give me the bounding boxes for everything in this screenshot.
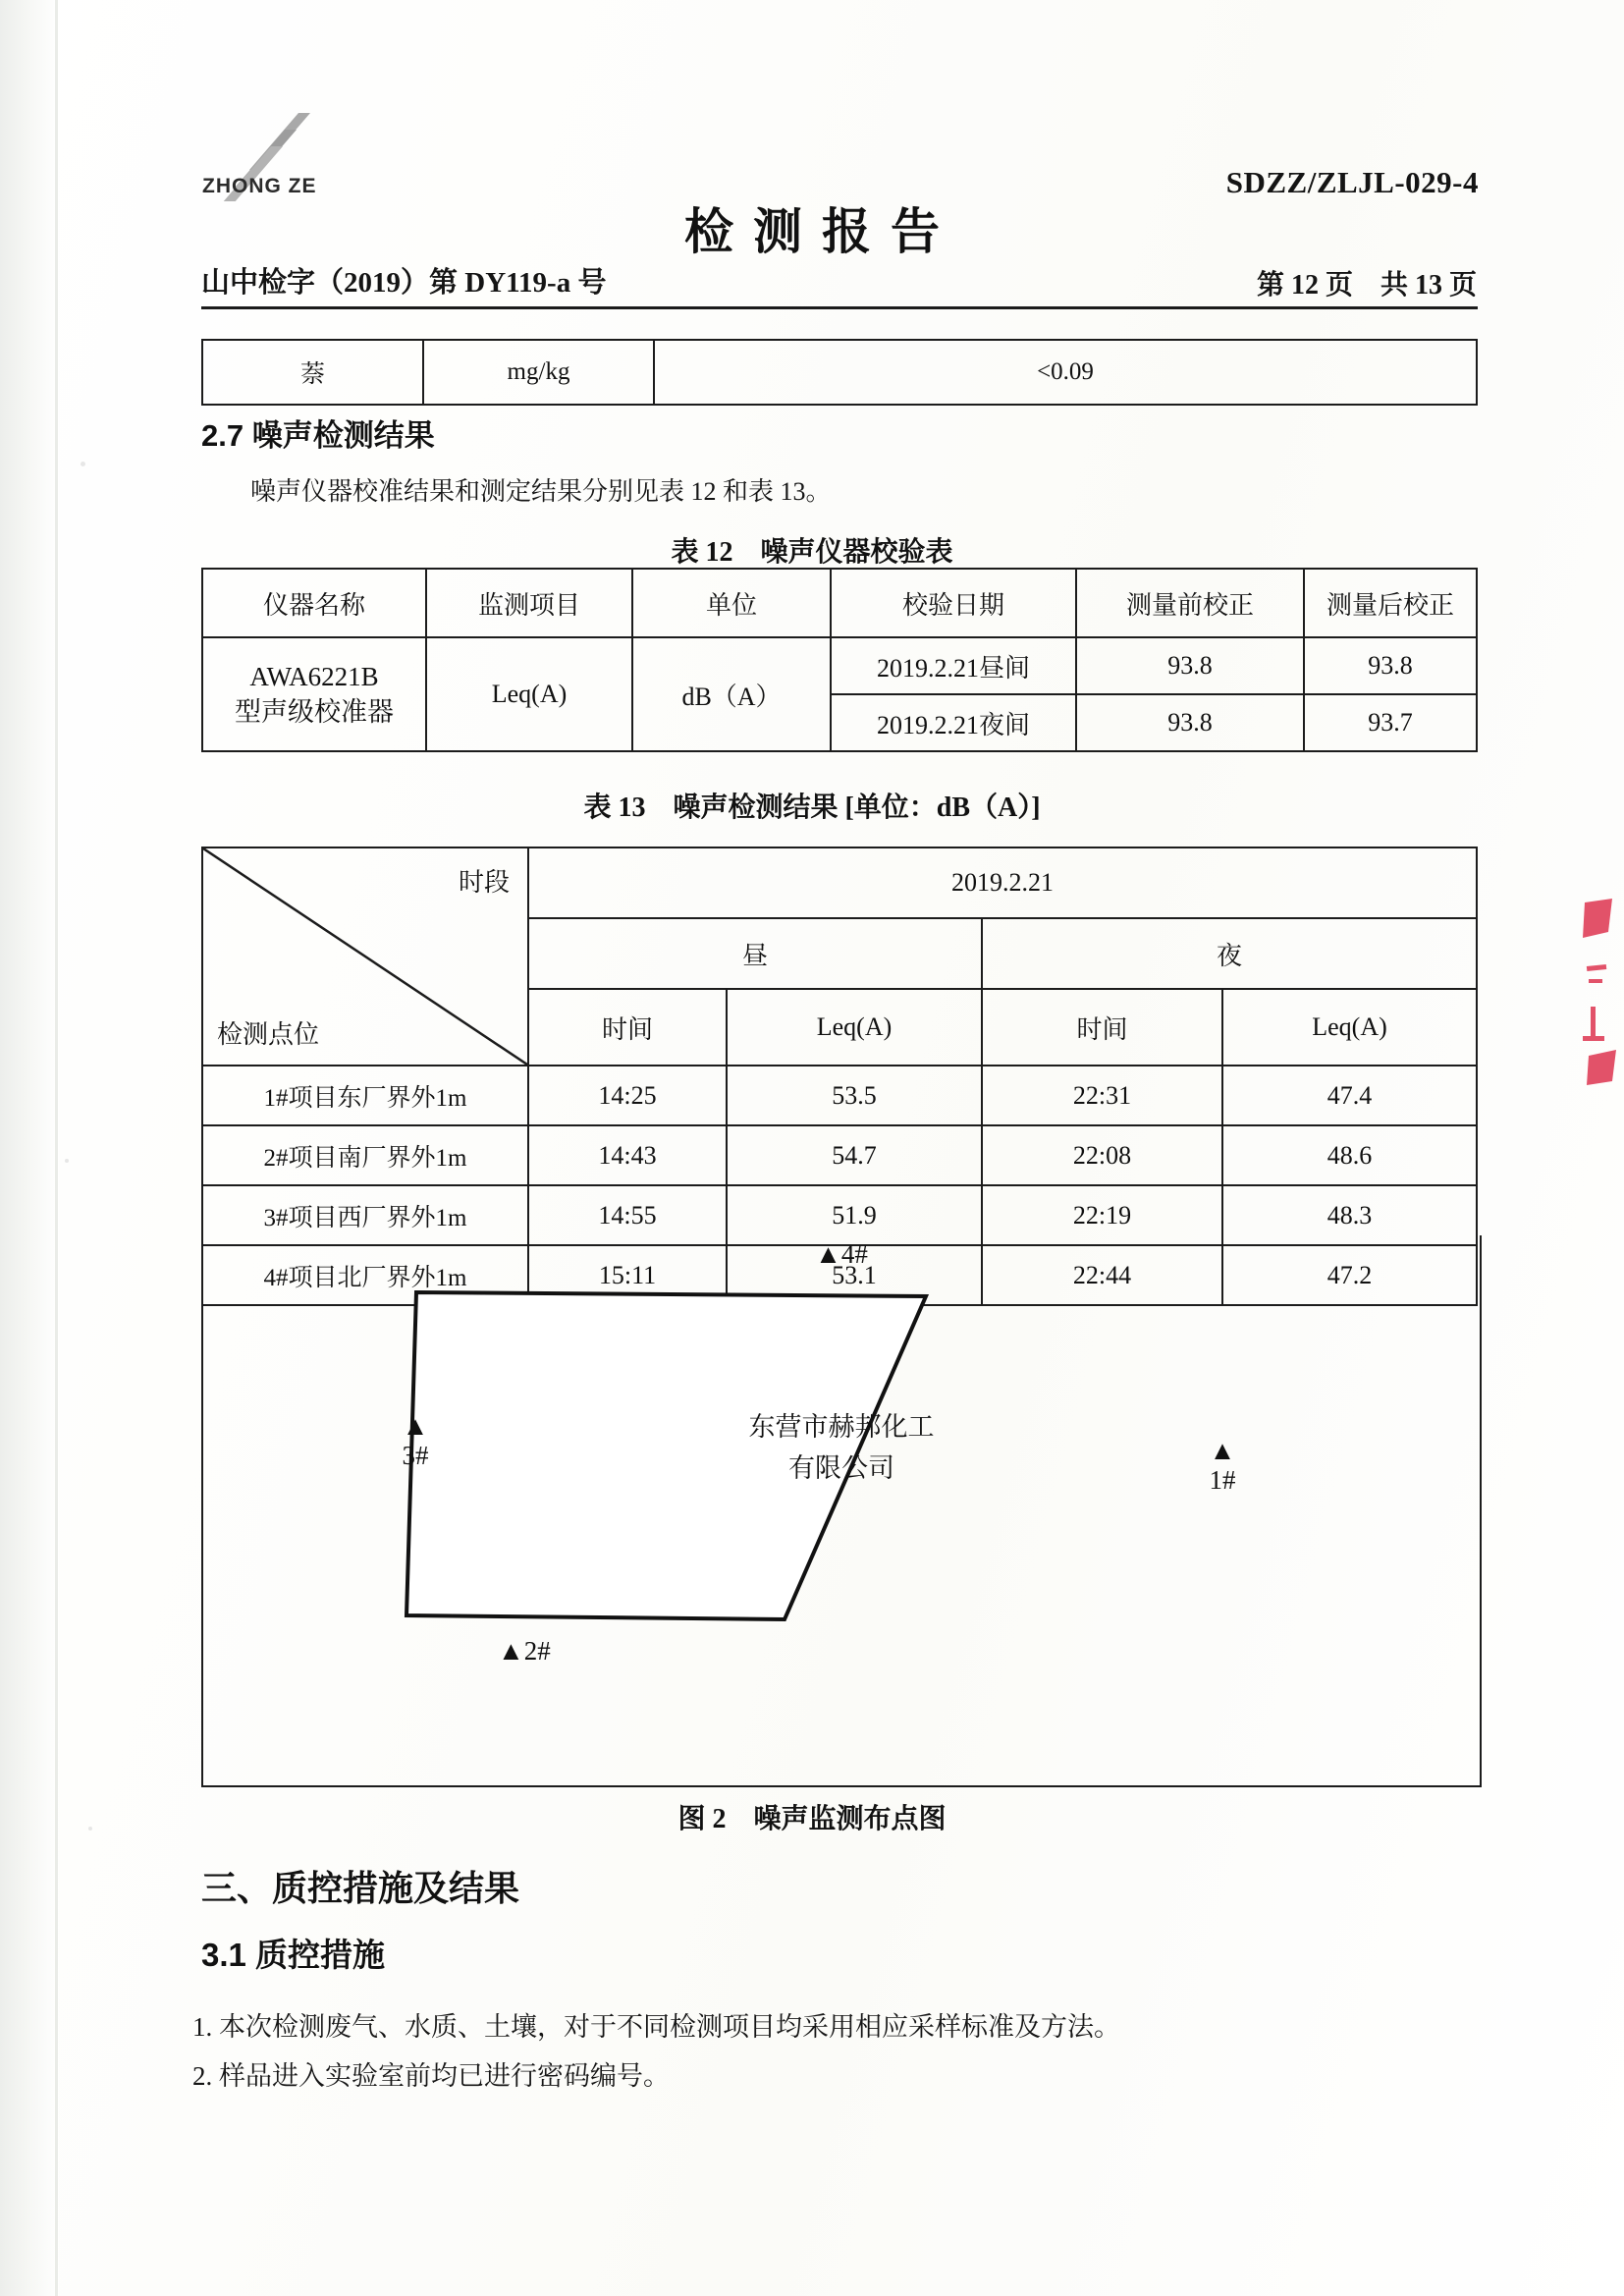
logo-wordmark: ZHONG ZE: [202, 175, 317, 197]
company-line-2: 有限公司: [788, 1452, 894, 1483]
document-code: SDZZ/ZLJL-029-4: [1225, 165, 1479, 199]
table-row: [202, 1125, 1477, 1185]
th-night-leq: Leq(A): [1222, 989, 1477, 1066]
header-divider: [201, 306, 1478, 309]
section-2-7-intro: 噪声仪器校准结果和测定结果分别见表 12 和表 13。: [250, 477, 832, 506]
figure-2-caption: 图 2 噪声监测布点图: [677, 1804, 947, 1834]
scan-speck: [88, 1827, 92, 1831]
cell-night-leq: 48.6: [1222, 1125, 1477, 1185]
instrument-name-line-1: AWA6221B: [249, 661, 379, 691]
th-unit: 单位: [632, 569, 831, 637]
table-header-row: [202, 847, 1477, 918]
company-line-1: 东营市赫邦化工: [748, 1412, 935, 1442]
cell-day-time: 14:25: [528, 1066, 727, 1125]
cell-day-time: 15:11: [528, 1245, 727, 1305]
cell-after-night: 93.7: [1304, 694, 1477, 751]
th-period-day: 昼: [528, 918, 982, 989]
figure-2-noise-monitoring-layout: [201, 1235, 1482, 1787]
cell-point: 4#项目北厂界外1m: [202, 1245, 528, 1305]
cell-day-time: 14:43: [528, 1125, 727, 1185]
cell-night-leq: 47.2: [1222, 1245, 1477, 1305]
cell-night-time: 22:31: [982, 1066, 1222, 1125]
instrument-name-line-2: 型声级校准器: [235, 697, 394, 727]
table-row: [202, 340, 1477, 405]
cell-day-leq: 53.1: [727, 1245, 982, 1305]
cell-night-leq: 47.4: [1222, 1066, 1477, 1125]
th-after-correction: 测量后校正: [1304, 569, 1477, 637]
cell-day-time: 14:55: [528, 1185, 727, 1245]
cell-day-leq: 51.9: [727, 1185, 982, 1245]
cell-analyte: 萘: [202, 340, 423, 405]
cell-date-night: 2019.2.21夜间: [831, 694, 1076, 751]
marker-1-label: 1#: [1209, 1464, 1236, 1495]
th-period-night: 夜: [982, 918, 1477, 989]
cell-date-day: 2019.2.21昼间: [831, 637, 1076, 694]
table-row: [202, 1066, 1477, 1125]
page-number: 第 12 页 共 13 页: [1256, 270, 1477, 301]
cell-night-time: 22:08: [982, 1125, 1222, 1185]
qc-item-2: 2. 样品进入实验室前均已进行密码编号。: [192, 2061, 670, 2091]
cell-point: 3#项目西厂界外1m: [202, 1185, 528, 1245]
marker-4-top: ▲4#: [815, 1239, 868, 1269]
cell-monitor-item: Leq(A): [426, 637, 632, 751]
th-instrument-name: 仪器名称: [202, 569, 426, 637]
scan-speck: [65, 1159, 69, 1163]
th-day-time: 时间: [528, 989, 727, 1066]
triangle-icon: ▲: [1209, 1436, 1236, 1465]
marker-3-label: 3#: [402, 1440, 429, 1470]
table-row: [202, 637, 1477, 694]
qc-item-1: 1. 本次检测废气、水质、土壤，对于不同检测项目均采用相应采样标准及方法。: [192, 2012, 1120, 2042]
cell-instrument-name: [202, 637, 426, 751]
site-plan-drawing: [203, 1235, 1480, 1785]
th-date-span: 2019.2.21: [528, 847, 1477, 918]
triangle-icon: ▲: [402, 1411, 429, 1441]
cell-day-leq: 53.5: [727, 1066, 982, 1125]
page-title: 检测报告: [684, 204, 959, 259]
cell-day-leq: 54.7: [727, 1125, 982, 1185]
marker-2-bottom: ▲2#: [498, 1636, 551, 1666]
section-heading-3: 三、质控措施及结果: [201, 1868, 520, 1908]
cell-point: 2#项目南厂界外1m: [202, 1125, 528, 1185]
cell-night-leq: 48.3: [1222, 1185, 1477, 1245]
th-before-correction: 测量前校正: [1076, 569, 1304, 637]
table-header-row: [202, 569, 1477, 637]
section-heading-2-7: 2.7 噪声检测结果: [201, 418, 435, 453]
th-monitor-item: 监测项目: [426, 569, 632, 637]
corner-split-cell: [202, 847, 528, 1066]
marker-3-left: [386, 1412, 445, 1470]
section-heading-3-1: 3.1 质控措施: [201, 1937, 386, 1973]
table-12-calibration: [201, 568, 1478, 752]
report-number: 山中检字（2019）第 DY119-a 号: [201, 267, 607, 299]
th-night-time: 时间: [982, 989, 1222, 1066]
naphthalene-result-table: [201, 339, 1478, 406]
cell-before-night: 93.8: [1076, 694, 1304, 751]
cell-point: 1#项目东厂界外1m: [202, 1066, 528, 1125]
th-day-leq: Leq(A): [727, 989, 982, 1066]
cell-value: <0.09: [654, 340, 1477, 405]
scan-speck: [81, 462, 85, 466]
cell-night-time: 22:44: [982, 1245, 1222, 1305]
cell-night-time: 22:19: [982, 1185, 1222, 1245]
corner-label-period: 时段: [458, 868, 510, 897]
cell-before-day: 93.8: [1076, 637, 1304, 694]
red-stamp-fragment: [1583, 899, 1624, 1085]
cell-after-day: 93.8: [1304, 637, 1477, 694]
table-12-caption: 表 12 噪声仪器校验表: [671, 537, 953, 568]
table-13-caption: 表 13 噪声检测结果 [单位：dB（A）]: [583, 793, 1041, 823]
cell-unit: mg/kg: [423, 340, 654, 405]
marker-1-right: [1193, 1437, 1252, 1495]
th-calibration-date: 校验日期: [831, 569, 1076, 637]
corner-label-point: 检测点位: [217, 1020, 320, 1049]
cell-unit: dB（A）: [632, 637, 831, 751]
